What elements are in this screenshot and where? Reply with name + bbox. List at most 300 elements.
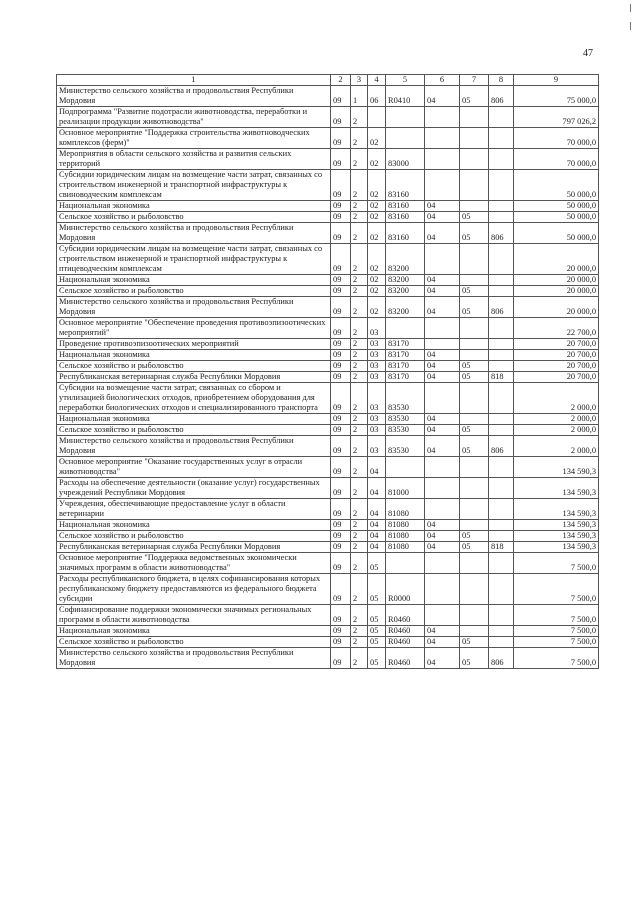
row-code-5: 83200 xyxy=(386,275,425,286)
row-code-4: 03 xyxy=(368,436,386,457)
row-code-7 xyxy=(460,107,489,128)
table-row xyxy=(57,286,599,297)
row-code-8 xyxy=(489,531,514,542)
row-code-5 xyxy=(386,457,425,478)
table-row xyxy=(57,86,599,107)
row-name: Сельское хозяйство и рыболовство xyxy=(57,212,331,223)
row-code-6 xyxy=(425,149,460,170)
table-row xyxy=(57,372,599,383)
row-name: Расходы на обеспечение деятельности (оказание услуг) государственных учреждений Республики Мордовия xyxy=(57,478,331,499)
table-row xyxy=(57,436,599,457)
row-code-8 xyxy=(489,128,514,149)
table-row xyxy=(57,244,599,275)
row-code-5: 83200 xyxy=(386,244,425,275)
row-code-7 xyxy=(460,414,489,425)
row-name: Министерство сельского хозяйства и продовольствия Республики Мордовия xyxy=(57,436,331,457)
row-code-4: 04 xyxy=(368,520,386,531)
row-code-2: 09 xyxy=(331,553,351,574)
row-code-7 xyxy=(460,383,489,414)
row-code-2: 09 xyxy=(331,223,351,244)
row-code-2: 09 xyxy=(331,149,351,170)
row-code-8 xyxy=(489,425,514,436)
row-code-4: 03 xyxy=(368,383,386,414)
row-code-7: 05 xyxy=(460,212,489,223)
row-name: Министерство сельского хозяйства и продовольствия Республики Мордовия xyxy=(57,86,331,107)
row-amount: 20 000,0 xyxy=(514,286,599,297)
row-code-4: 03 xyxy=(368,372,386,383)
row-code-3: 2 xyxy=(351,383,368,414)
row-amount: 7 500,0 xyxy=(514,648,599,669)
row-amount: 20 700,0 xyxy=(514,339,599,350)
row-amount: 2 000,0 xyxy=(514,436,599,457)
row-code-6: 04 xyxy=(425,201,460,212)
row-code-2: 09 xyxy=(331,318,351,339)
table-row xyxy=(57,637,599,648)
row-code-5: 83170 xyxy=(386,350,425,361)
row-code-8 xyxy=(489,212,514,223)
row-code-3: 2 xyxy=(351,372,368,383)
row-code-8: 806 xyxy=(489,436,514,457)
row-code-3: 2 xyxy=(351,286,368,297)
column-header-9: 9 xyxy=(514,75,599,86)
row-amount: 797 026,2 xyxy=(514,107,599,128)
row-name: Субсидии на возмещение части затрат, связанных со сбором и утилизацией биологических отходов, приобретением оборудования для переработки биологических отходов и специализированного транспорта xyxy=(57,383,331,414)
row-amount: 134 590,3 xyxy=(514,531,599,542)
row-amount: 7 500,0 xyxy=(514,574,599,605)
table-row xyxy=(57,414,599,425)
row-code-3: 1 xyxy=(351,86,368,107)
row-code-4: 05 xyxy=(368,637,386,648)
row-amount: 20 700,0 xyxy=(514,350,599,361)
row-code-6 xyxy=(425,574,460,605)
row-code-2: 09 xyxy=(331,520,351,531)
row-code-7 xyxy=(460,149,489,170)
row-code-6: 04 xyxy=(425,637,460,648)
row-code-6 xyxy=(425,128,460,149)
table-row xyxy=(57,648,599,669)
row-name: Основное мероприятие "Обеспечение проведения противоэпизоотических мероприятий" xyxy=(57,318,331,339)
row-code-7 xyxy=(460,553,489,574)
row-code-8 xyxy=(489,478,514,499)
row-code-2: 09 xyxy=(331,170,351,201)
row-code-8 xyxy=(489,520,514,531)
row-code-2: 09 xyxy=(331,372,351,383)
row-code-5: R0460 xyxy=(386,605,425,626)
row-code-2: 09 xyxy=(331,361,351,372)
row-code-7 xyxy=(460,574,489,605)
row-code-3: 2 xyxy=(351,520,368,531)
table-row xyxy=(57,212,599,223)
row-code-5: 83170 xyxy=(386,339,425,350)
table-row xyxy=(57,318,599,339)
row-code-6: 04 xyxy=(425,286,460,297)
row-code-3: 2 xyxy=(351,531,368,542)
row-code-4: 02 xyxy=(368,128,386,149)
table-row xyxy=(57,107,599,128)
row-code-6 xyxy=(425,499,460,520)
row-amount: 134 590,3 xyxy=(514,457,599,478)
row-code-4: 04 xyxy=(368,457,386,478)
row-name: Сельское хозяйство и рыболовство xyxy=(57,531,331,542)
row-name: Проведение противоэпизоотических мероприятий xyxy=(57,339,331,350)
row-code-2: 09 xyxy=(331,414,351,425)
table-row xyxy=(57,553,599,574)
row-code-6 xyxy=(425,478,460,499)
row-amount: 75 000,0 xyxy=(514,86,599,107)
row-code-7: 05 xyxy=(460,542,489,553)
row-name: Национальная экономика xyxy=(57,626,331,637)
row-name: Софинансирование поддержки экономически значимых региональных программ в области животноводства xyxy=(57,605,331,626)
row-code-2: 09 xyxy=(331,531,351,542)
row-code-2: 09 xyxy=(331,201,351,212)
table-row xyxy=(57,170,599,201)
row-code-8 xyxy=(489,361,514,372)
row-amount: 134 590,3 xyxy=(514,520,599,531)
row-code-3: 2 xyxy=(351,297,368,318)
row-code-4: 02 xyxy=(368,149,386,170)
row-code-7: 05 xyxy=(460,223,489,244)
row-amount: 20 000,0 xyxy=(514,297,599,318)
row-code-7 xyxy=(460,350,489,361)
row-amount: 20 700,0 xyxy=(514,361,599,372)
row-code-2: 09 xyxy=(331,542,351,553)
table-header-row xyxy=(57,75,599,86)
row-code-6: 04 xyxy=(425,542,460,553)
row-code-7 xyxy=(460,244,489,275)
table-row xyxy=(57,626,599,637)
row-code-7 xyxy=(460,499,489,520)
row-code-8: 806 xyxy=(489,648,514,669)
row-code-4: 02 xyxy=(368,212,386,223)
row-code-8 xyxy=(489,414,514,425)
row-code-2: 09 xyxy=(331,86,351,107)
row-name: Министерство сельского хозяйства и продовольствия Республики Мордовия xyxy=(57,648,331,669)
row-code-7: 05 xyxy=(460,648,489,669)
row-code-6: 04 xyxy=(425,648,460,669)
row-code-3: 2 xyxy=(351,275,368,286)
row-code-2: 09 xyxy=(331,286,351,297)
row-amount: 134 590,3 xyxy=(514,542,599,553)
row-code-5: 83200 xyxy=(386,286,425,297)
row-code-2: 09 xyxy=(331,436,351,457)
budget-table xyxy=(56,74,599,669)
column-header-3: 3 xyxy=(351,75,368,86)
table-row xyxy=(57,605,599,626)
row-code-4: 02 xyxy=(368,201,386,212)
row-amount: 50 000,0 xyxy=(514,201,599,212)
row-amount: 20 000,0 xyxy=(514,275,599,286)
row-code-2: 09 xyxy=(331,350,351,361)
row-code-3: 2 xyxy=(351,414,368,425)
row-code-7 xyxy=(460,520,489,531)
row-name: Субсидии юридическим лицам на возмещение части затрат, связанных со строительством инженерной и транспортной инфраструктуры к свиноводческим комплексам xyxy=(57,170,331,201)
row-code-6 xyxy=(425,457,460,478)
row-code-5: R0460 xyxy=(386,626,425,637)
table-row xyxy=(57,350,599,361)
row-amount: 2 000,0 xyxy=(514,425,599,436)
row-code-2: 09 xyxy=(331,275,351,286)
row-code-3: 2 xyxy=(351,605,368,626)
row-code-6 xyxy=(425,170,460,201)
row-code-5: 83160 xyxy=(386,170,425,201)
table-row xyxy=(57,223,599,244)
row-code-3: 2 xyxy=(351,170,368,201)
row-amount: 70 000,0 xyxy=(514,128,599,149)
row-code-3: 2 xyxy=(351,425,368,436)
row-name: Подпрограмма "Развитие подотрасли животноводства, переработки и реализации продукции животноводства" xyxy=(57,107,331,128)
row-code-7 xyxy=(460,605,489,626)
row-code-3: 2 xyxy=(351,339,368,350)
row-code-4: 02 xyxy=(368,170,386,201)
row-code-3: 2 xyxy=(351,457,368,478)
table-row xyxy=(57,383,599,414)
row-code-6 xyxy=(425,339,460,350)
row-code-7: 05 xyxy=(460,531,489,542)
row-code-5 xyxy=(386,318,425,339)
row-code-4: 05 xyxy=(368,648,386,669)
table-row xyxy=(57,499,599,520)
table-row xyxy=(57,149,599,170)
row-name: Национальная экономика xyxy=(57,350,331,361)
row-name: Министерство сельского хозяйства и продовольствия Республики Мордовия xyxy=(57,223,331,244)
row-code-3: 2 xyxy=(351,350,368,361)
row-amount: 7 500,0 xyxy=(514,553,599,574)
row-code-8 xyxy=(489,499,514,520)
row-code-3: 2 xyxy=(351,478,368,499)
table-row xyxy=(57,531,599,542)
row-code-7 xyxy=(460,339,489,350)
row-code-3: 2 xyxy=(351,212,368,223)
row-code-2: 09 xyxy=(331,383,351,414)
row-code-4: 05 xyxy=(368,605,386,626)
row-code-5: 83530 xyxy=(386,425,425,436)
row-code-6: 04 xyxy=(425,531,460,542)
row-code-8 xyxy=(489,286,514,297)
row-name: Мероприятия в области сельского хозяйства и развития сельских территорий xyxy=(57,149,331,170)
column-header-2: 2 xyxy=(331,75,351,86)
row-code-6: 04 xyxy=(425,425,460,436)
column-header-6: 6 xyxy=(425,75,460,86)
row-code-2: 09 xyxy=(331,626,351,637)
row-code-6 xyxy=(425,244,460,275)
row-code-8 xyxy=(489,244,514,275)
row-code-5: R0460 xyxy=(386,637,425,648)
row-code-8 xyxy=(489,149,514,170)
row-code-7: 05 xyxy=(460,297,489,318)
row-code-4: 03 xyxy=(368,361,386,372)
row-code-2: 09 xyxy=(331,339,351,350)
row-code-4: 02 xyxy=(368,286,386,297)
row-code-8: 806 xyxy=(489,86,514,107)
row-code-3: 2 xyxy=(351,223,368,244)
row-code-5: 81080 xyxy=(386,542,425,553)
row-code-3: 2 xyxy=(351,107,368,128)
row-code-3: 2 xyxy=(351,436,368,457)
row-code-4: 04 xyxy=(368,531,386,542)
row-amount: 50 000,0 xyxy=(514,223,599,244)
row-code-8 xyxy=(489,107,514,128)
row-code-6: 04 xyxy=(425,223,460,244)
row-name: Основное мероприятие "Оказание государственных услуг в отрасли животноводства" xyxy=(57,457,331,478)
row-code-8 xyxy=(489,605,514,626)
table-row xyxy=(57,425,599,436)
row-code-6: 04 xyxy=(425,350,460,361)
row-code-2: 09 xyxy=(331,574,351,605)
row-code-8 xyxy=(489,637,514,648)
row-amount: 20 700,0 xyxy=(514,372,599,383)
row-code-5: 83160 xyxy=(386,201,425,212)
row-code-5: R0460 xyxy=(386,648,425,669)
row-name: Основное мероприятие "Поддержка ведомственных экономически значимых программ в области животноводства" xyxy=(57,553,331,574)
row-code-7: 05 xyxy=(460,637,489,648)
row-code-8 xyxy=(489,318,514,339)
row-code-6: 04 xyxy=(425,372,460,383)
row-code-4: 02 xyxy=(368,244,386,275)
row-code-5: 83200 xyxy=(386,297,425,318)
row-code-5: 81080 xyxy=(386,531,425,542)
row-amount: 134 590,3 xyxy=(514,478,599,499)
table-row xyxy=(57,542,599,553)
row-code-2: 09 xyxy=(331,244,351,275)
row-code-8 xyxy=(489,574,514,605)
edge-mark-bottom xyxy=(630,22,631,30)
row-code-4 xyxy=(368,107,386,128)
row-code-7 xyxy=(460,478,489,499)
row-code-3: 2 xyxy=(351,128,368,149)
row-name: Республиканская ветеринарная служба Республики Мордовия xyxy=(57,372,331,383)
row-code-3: 2 xyxy=(351,318,368,339)
row-code-3: 2 xyxy=(351,648,368,669)
row-amount: 2 000,0 xyxy=(514,414,599,425)
table-body xyxy=(57,86,599,669)
row-code-8: 818 xyxy=(489,372,514,383)
row-code-2: 09 xyxy=(331,107,351,128)
row-code-7: 05 xyxy=(460,86,489,107)
row-name: Республиканская ветеринарная служба Республики Мордовия xyxy=(57,542,331,553)
row-code-8 xyxy=(489,170,514,201)
row-code-4: 03 xyxy=(368,414,386,425)
row-code-2: 09 xyxy=(331,478,351,499)
table-row xyxy=(57,457,599,478)
row-code-3: 2 xyxy=(351,553,368,574)
row-code-4: 04 xyxy=(368,542,386,553)
row-code-7 xyxy=(460,457,489,478)
row-amount: 7 500,0 xyxy=(514,605,599,626)
row-code-4: 04 xyxy=(368,478,386,499)
row-code-5: 81080 xyxy=(386,520,425,531)
row-code-3: 2 xyxy=(351,149,368,170)
row-name: Сельское хозяйство и рыболовство xyxy=(57,425,331,436)
row-code-3: 2 xyxy=(351,574,368,605)
row-name: Национальная экономика xyxy=(57,520,331,531)
column-header-8: 8 xyxy=(489,75,514,86)
table-row xyxy=(57,297,599,318)
row-code-8 xyxy=(489,339,514,350)
row-code-7 xyxy=(460,170,489,201)
row-code-6: 04 xyxy=(425,520,460,531)
row-code-6 xyxy=(425,318,460,339)
row-code-5: R0410 xyxy=(386,86,425,107)
row-code-6: 04 xyxy=(425,212,460,223)
row-code-4: 03 xyxy=(368,339,386,350)
table-row xyxy=(57,361,599,372)
row-code-5: R0000 xyxy=(386,574,425,605)
row-amount: 7 500,0 xyxy=(514,637,599,648)
table-row xyxy=(57,574,599,605)
row-code-6 xyxy=(425,107,460,128)
row-code-6: 04 xyxy=(425,86,460,107)
row-code-4: 03 xyxy=(368,425,386,436)
row-code-6: 04 xyxy=(425,414,460,425)
row-code-7 xyxy=(460,128,489,149)
row-code-8: 806 xyxy=(489,297,514,318)
column-header-4: 4 xyxy=(368,75,386,86)
row-code-5 xyxy=(386,128,425,149)
row-code-8 xyxy=(489,457,514,478)
row-amount: 22 700,0 xyxy=(514,318,599,339)
row-code-6 xyxy=(425,605,460,626)
row-code-8 xyxy=(489,383,514,414)
row-code-2: 09 xyxy=(331,128,351,149)
row-code-5: 83530 xyxy=(386,414,425,425)
row-code-4: 05 xyxy=(368,574,386,605)
row-name: Министерство сельского хозяйства и продовольствия Республики Мордовия xyxy=(57,297,331,318)
table-row xyxy=(57,339,599,350)
column-header-1: 1 xyxy=(57,75,331,86)
row-code-5: 83000 xyxy=(386,149,425,170)
column-header-7: 7 xyxy=(460,75,489,86)
row-amount: 2 000,0 xyxy=(514,383,599,414)
row-code-6 xyxy=(425,383,460,414)
row-code-2: 09 xyxy=(331,637,351,648)
row-code-3: 2 xyxy=(351,542,368,553)
row-code-2: 09 xyxy=(331,605,351,626)
row-amount: 20 000,0 xyxy=(514,244,599,275)
row-code-5: 83170 xyxy=(386,361,425,372)
row-name: Расходы республиканского бюджета, в целях софинансирования которых республиканскому бюджету предоставляются из федерального бюджета субсидии xyxy=(57,574,331,605)
row-code-5: 83170 xyxy=(386,372,425,383)
row-code-3: 2 xyxy=(351,637,368,648)
row-code-4: 02 xyxy=(368,297,386,318)
row-code-5: 81080 xyxy=(386,499,425,520)
row-code-8: 818 xyxy=(489,542,514,553)
row-code-7 xyxy=(460,318,489,339)
table-row xyxy=(57,478,599,499)
row-code-4: 03 xyxy=(368,318,386,339)
row-code-7 xyxy=(460,626,489,637)
row-amount: 134 590,3 xyxy=(514,499,599,520)
row-code-5 xyxy=(386,107,425,128)
row-code-8 xyxy=(489,626,514,637)
row-name: Сельское хозяйство и рыболовство xyxy=(57,637,331,648)
row-code-6: 04 xyxy=(425,626,460,637)
row-code-2: 09 xyxy=(331,457,351,478)
row-name: Национальная экономика xyxy=(57,201,331,212)
row-name: Субсидии юридическим лицам на возмещение части затрат, связанных со строительством инженерной и транспортной инфраструктуры к птицеводческим комплексам xyxy=(57,244,331,275)
row-amount: 7 500,0 xyxy=(514,626,599,637)
row-name: Национальная экономика xyxy=(57,414,331,425)
row-code-8: 806 xyxy=(489,223,514,244)
row-code-6: 04 xyxy=(425,275,460,286)
page-number: 47 xyxy=(583,48,593,59)
row-code-7: 05 xyxy=(460,286,489,297)
row-code-4: 02 xyxy=(368,223,386,244)
row-code-3: 2 xyxy=(351,361,368,372)
row-name: Сельское хозяйство и рыболовство xyxy=(57,286,331,297)
row-code-7 xyxy=(460,275,489,286)
row-code-5 xyxy=(386,553,425,574)
row-code-5: 81000 xyxy=(386,478,425,499)
